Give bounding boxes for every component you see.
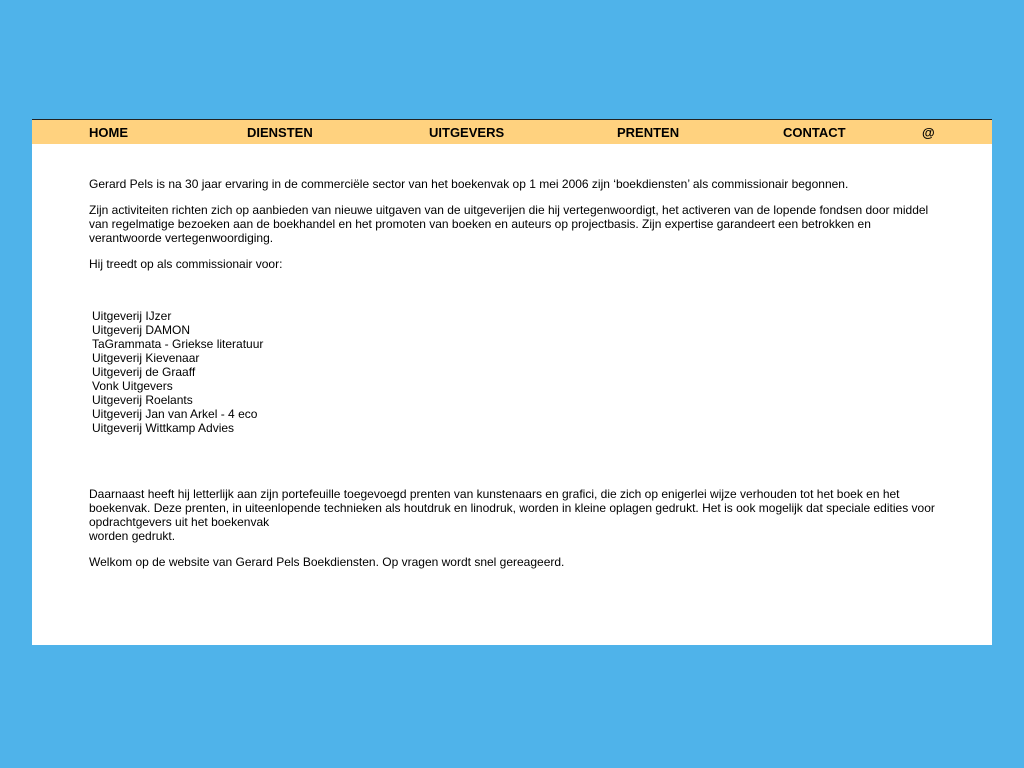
nav-home[interactable]: HOME <box>89 125 128 140</box>
page-container <box>32 119 992 645</box>
list-item: Uitgeverij Jan van Arkel - 4 eco <box>92 407 258 421</box>
prints-text-end: worden gedrukt. <box>89 529 176 543</box>
list-item: Uitgeverij IJzer <box>92 309 172 323</box>
publisher-list <box>92 309 939 435</box>
prints-paragraph <box>89 487 939 543</box>
list-item: Uitgeverij DAMON <box>92 323 191 337</box>
list-item: Uitgeverij de Graaff <box>92 365 196 379</box>
main-content <box>89 177 939 581</box>
list-item: Uitgeverij Roelants <box>92 393 193 407</box>
intro-paragraph: Gerard Pels is na 30 jaar ervaring in de commerciële sector van het boekenvak op 1 mei 2006 zijn ‘boekdiensten’ als commissionair begonnen. <box>89 177 849 191</box>
nav-uitgevers[interactable]: UITGEVERS <box>429 125 505 140</box>
welcome-paragraph: Welkom op de website van Gerard Pels Boekdiensten. Op vragen wordt snel gereageerd. <box>89 555 565 569</box>
main-navigation <box>32 119 992 144</box>
list-item: Vonk Uitgevers <box>92 379 173 393</box>
list-item: Uitgeverij Wittkamp Advies <box>92 421 235 435</box>
commission-intro: Hij treedt op als commissionair voor: <box>89 257 283 271</box>
nav-prenten[interactable]: PRENTEN <box>617 125 680 140</box>
nav-contact[interactable]: CONTACT <box>783 125 846 140</box>
list-item: Uitgeverij Kievenaar <box>92 351 200 365</box>
list-item: TaGrammata - Griekse literatuur <box>92 337 264 351</box>
nav-email-link[interactable]: @ <box>922 125 935 140</box>
activities-paragraph: Zijn activiteiten richten zich op aanbieden van nieuwe uitgaven van de uitgeverijen die hij vertegenwoordigt, het activeren van de lopende fondsen door middel van regelmatige bezoeken aan de boekhandel en het promoten van boeken en auteurs op projectbasis. Zijn expertise garandeert een betrokken en verantwoorde vertegenwoordiging. <box>89 203 929 245</box>
prints-text: Daarnaast heeft hij letterlijk aan zijn portefeuille toegevoegd prenten van kunstenaars en grafici, die zich op enigerlei wijze verhouden tot het boek en het boekenvak. Deze prenten, in uiteenlopende technieken als houtdruk en linodruk, worden in kleine oplagen gedrukt. Het is ook mogelijk dat speciale edities voor opdrachtgevers uit het boekenvak <box>89 487 935 529</box>
nav-diensten[interactable]: DIENSTEN <box>247 125 313 140</box>
